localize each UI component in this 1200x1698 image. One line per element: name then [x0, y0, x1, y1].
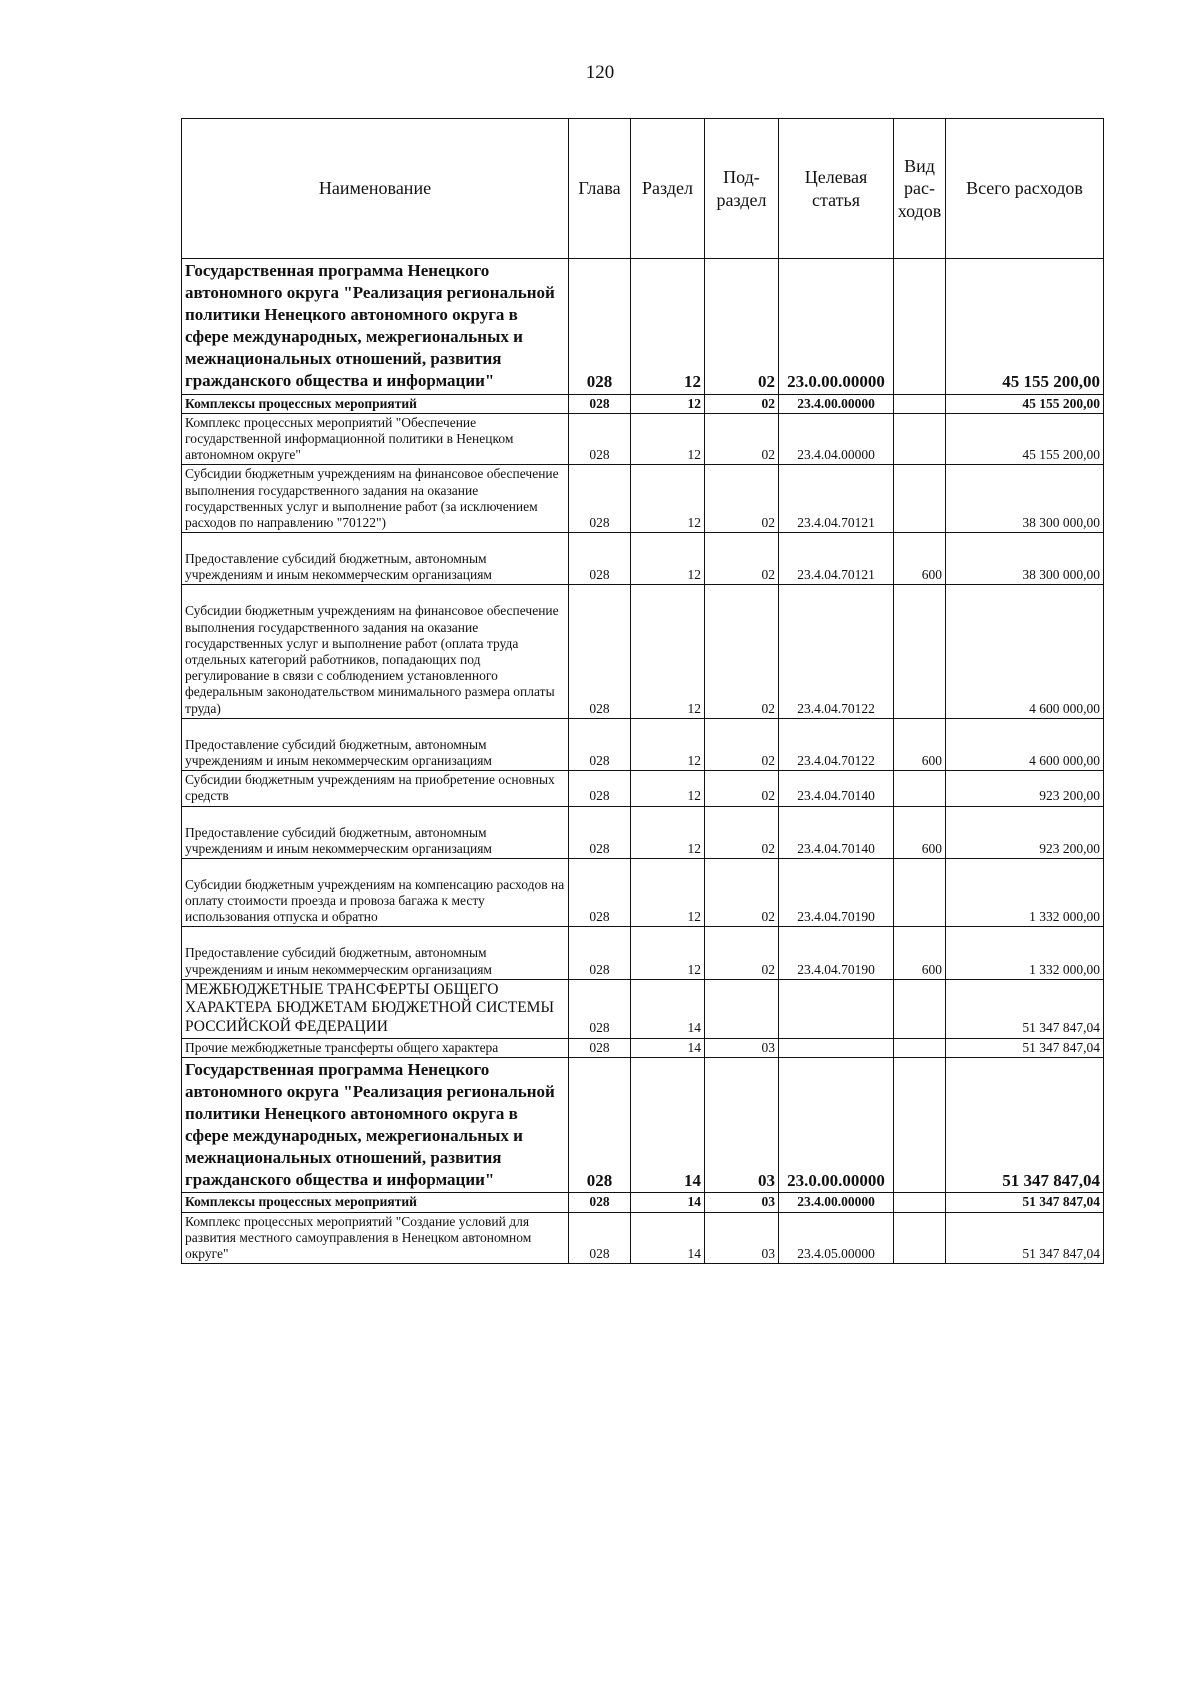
table-row [182, 1057, 1104, 1193]
table-row [182, 806, 1104, 858]
table-row [182, 718, 1104, 770]
row-subsection: 02 [705, 413, 779, 465]
row-expense-type [894, 394, 946, 413]
row-section: 14 [631, 1212, 705, 1264]
row-target: 23.4.04.70140 [779, 771, 894, 806]
table-row [182, 533, 1104, 585]
header-target: Целевая статья [779, 119, 894, 259]
row-section: 12 [631, 585, 705, 718]
row-subsection [705, 979, 779, 1038]
table-row [182, 413, 1104, 465]
row-expense-type: 600 [894, 718, 946, 770]
row-section: 12 [631, 927, 705, 979]
row-section: 12 [631, 533, 705, 585]
header-name: Наименование [182, 119, 569, 259]
row-expense-type: 600 [894, 806, 946, 858]
row-section: 14 [631, 1057, 705, 1193]
row-target: 23.4.00.00000 [779, 1193, 894, 1212]
row-name: Предоставление субсидий бюджетным, автономным учреждениям и иным некоммерческим организациям [182, 927, 569, 979]
table-row [182, 927, 1104, 979]
row-target: 23.4.04.00000 [779, 413, 894, 465]
row-subsection: 02 [705, 585, 779, 718]
row-chapter: 028 [569, 927, 631, 979]
row-target: 23.0.00.00000 [779, 1057, 894, 1193]
row-name: Субсидии бюджетным учреждениям на финансовое обеспечение выполнения государственного задания на оказание государственных услуг и выполнение работ (оплата труда отдельных категорий работников, попадающих под регулирование в связи с соблюдением установленного федеральным законодательством минимального размера оплаты труда) [182, 585, 569, 718]
row-section: 12 [631, 858, 705, 927]
row-expense-type [894, 259, 946, 395]
row-target: 23.4.04.70121 [779, 465, 894, 533]
row-target: 23.4.04.70122 [779, 585, 894, 718]
row-chapter: 028 [569, 806, 631, 858]
row-total: 45 155 200,00 [946, 394, 1104, 413]
row-expense-type [894, 465, 946, 533]
row-chapter: 028 [569, 259, 631, 395]
header-subsection: Под-раздел [705, 119, 779, 259]
table-row [182, 1212, 1104, 1264]
row-chapter: 028 [569, 394, 631, 413]
header-section: Раздел [631, 119, 705, 259]
row-subsection: 02 [705, 533, 779, 585]
row-name: Предоставление субсидий бюджетным, автономным учреждениям и иным некоммерческим организациям [182, 718, 569, 770]
expenditure-table [181, 118, 1104, 1264]
row-name: Субсидии бюджетным учреждениям на компенсацию расходов на оплату стоимости проезда и провоза багажа к месту использования отпуска и обратно [182, 858, 569, 927]
row-name: Предоставление субсидий бюджетным, автономным учреждениям и иным некоммерческим организациям [182, 533, 569, 585]
row-name: Предоставление субсидий бюджетным, автономным учреждениям и иным некоммерческим организациям [182, 806, 569, 858]
row-target: 23.4.04.70140 [779, 806, 894, 858]
row-target: 23.4.04.70122 [779, 718, 894, 770]
row-subsection: 02 [705, 718, 779, 770]
row-expense-type [894, 1193, 946, 1212]
row-total: 45 155 200,00 [946, 259, 1104, 395]
row-expense-type [894, 979, 946, 1038]
row-total: 51 347 847,04 [946, 1057, 1104, 1193]
row-name: Субсидии бюджетным учреждениям на приобретение основных средств [182, 771, 569, 806]
row-target: 23.4.04.70190 [779, 927, 894, 979]
row-chapter: 028 [569, 1038, 631, 1057]
row-subsection: 03 [705, 1038, 779, 1057]
row-section: 12 [631, 718, 705, 770]
row-chapter: 028 [569, 465, 631, 533]
row-total: 923 200,00 [946, 806, 1104, 858]
table-row [182, 1038, 1104, 1057]
row-chapter: 028 [569, 771, 631, 806]
row-expense-type [894, 585, 946, 718]
row-total: 4 600 000,00 [946, 585, 1104, 718]
row-expense-type [894, 413, 946, 465]
row-subsection: 03 [705, 1193, 779, 1212]
row-chapter: 028 [569, 718, 631, 770]
row-name: Комплекс процессных мероприятий "Создание условий для развития местного самоуправления в Ненецком автономном округе" [182, 1212, 569, 1264]
row-total: 45 155 200,00 [946, 413, 1104, 465]
row-name: Государственная программа Ненецкого автономного округа "Реализация региональной политики Ненецкого автономного округа в сфере международных, межрегиональных и межнациональных отношений, развития гражданского общества и информации" [182, 259, 569, 395]
table-row [182, 394, 1104, 413]
row-section: 14 [631, 979, 705, 1038]
row-expense-type [894, 771, 946, 806]
row-chapter: 028 [569, 533, 631, 585]
row-section: 12 [631, 413, 705, 465]
row-expense-type [894, 1212, 946, 1264]
row-total: 51 347 847,04 [946, 1038, 1104, 1057]
row-subsection: 02 [705, 927, 779, 979]
row-chapter: 028 [569, 585, 631, 718]
row-total: 51 347 847,04 [946, 1212, 1104, 1264]
row-name: Прочие межбюджетные трансферты общего характера [182, 1038, 569, 1057]
row-chapter: 028 [569, 1057, 631, 1193]
row-name: Комплексы процессных мероприятий [182, 394, 569, 413]
row-chapter: 028 [569, 979, 631, 1038]
row-name: МЕЖБЮДЖЕТНЫЕ ТРАНСФЕРТЫ ОБЩЕГО ХАРАКТЕРА БЮДЖЕТАМ БЮДЖЕТНОЙ СИСТЕМЫ РОССИЙСКОЙ ФЕДЕРАЦИИ [182, 979, 569, 1038]
table-row [182, 858, 1104, 927]
row-target: 23.4.05.00000 [779, 1212, 894, 1264]
row-target [779, 1038, 894, 1057]
header-expense-type: Вид рас-ходов [894, 119, 946, 259]
row-section: 14 [631, 1193, 705, 1212]
table-row [182, 259, 1104, 395]
row-subsection: 02 [705, 858, 779, 927]
row-chapter: 028 [569, 413, 631, 465]
table-row [182, 1193, 1104, 1212]
row-total: 38 300 000,00 [946, 533, 1104, 585]
row-chapter: 028 [569, 1193, 631, 1212]
row-section: 12 [631, 806, 705, 858]
row-total: 1 332 000,00 [946, 858, 1104, 927]
header-chapter: Глава [569, 119, 631, 259]
row-target: 23.4.04.70190 [779, 858, 894, 927]
row-total: 923 200,00 [946, 771, 1104, 806]
row-subsection: 02 [705, 806, 779, 858]
row-subsection: 02 [705, 771, 779, 806]
header-total: Всего расходов [946, 119, 1104, 259]
table-row [182, 465, 1104, 533]
row-expense-type [894, 1057, 946, 1193]
table-header-row [182, 119, 1104, 259]
row-expense-type: 600 [894, 927, 946, 979]
row-total: 51 347 847,04 [946, 1193, 1104, 1212]
row-section: 12 [631, 259, 705, 395]
row-name: Комплекс процессных мероприятий "Обеспечение государственной информационной политики в Ненецком автономном округе" [182, 413, 569, 465]
row-total: 51 347 847,04 [946, 979, 1104, 1038]
row-section: 12 [631, 771, 705, 806]
table-row [182, 585, 1104, 718]
row-target: 23.0.00.00000 [779, 259, 894, 395]
row-subsection: 03 [705, 1212, 779, 1264]
row-section: 14 [631, 1038, 705, 1057]
row-subsection: 02 [705, 394, 779, 413]
page-number: 120 [585, 62, 615, 83]
row-section: 12 [631, 465, 705, 533]
table-row [182, 771, 1104, 806]
row-total: 4 600 000,00 [946, 718, 1104, 770]
row-chapter: 028 [569, 858, 631, 927]
row-name: Комплексы процессных мероприятий [182, 1193, 569, 1212]
row-name: Субсидии бюджетным учреждениям на финансовое обеспечение выполнения государственного задания на оказание государственных услуг и выполнение работ (за исключением расходов по направлению "70122") [182, 465, 569, 533]
row-subsection: 03 [705, 1057, 779, 1193]
row-section: 12 [631, 394, 705, 413]
row-expense-type [894, 858, 946, 927]
row-chapter: 028 [569, 1212, 631, 1264]
row-target: 23.4.04.70121 [779, 533, 894, 585]
row-subsection: 02 [705, 465, 779, 533]
row-expense-type [894, 1038, 946, 1057]
row-expense-type: 600 [894, 533, 946, 585]
row-total: 1 332 000,00 [946, 927, 1104, 979]
row-target: 23.4.00.00000 [779, 394, 894, 413]
row-name: Государственная программа Ненецкого автономного округа "Реализация региональной политики Ненецкого автономного округа в сфере международных, межрегиональных и межнациональных отношений, развития гражданского общества и информации" [182, 1057, 569, 1193]
row-target [779, 979, 894, 1038]
row-subsection: 02 [705, 259, 779, 395]
table-row [182, 979, 1104, 1038]
row-total: 38 300 000,00 [946, 465, 1104, 533]
